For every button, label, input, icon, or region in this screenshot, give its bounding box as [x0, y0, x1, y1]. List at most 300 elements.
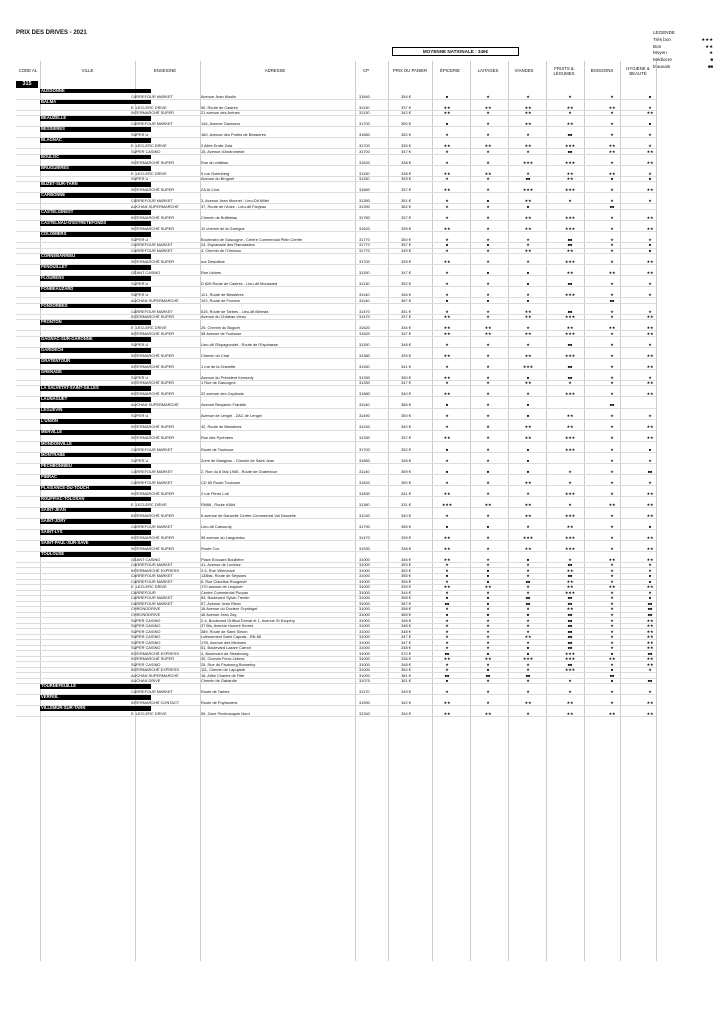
rating-cell: ■ — [445, 611, 449, 617]
store-address: Avenue Jean Moulin — [201, 93, 237, 99]
rating-cell: ★ — [486, 589, 490, 595]
rating-cell: ■■ — [567, 639, 573, 645]
legend-label: Mauvais — [653, 63, 671, 69]
rating-cell: ★ — [445, 198, 449, 204]
rating-cell: ★ — [526, 567, 530, 573]
city-name: AUSSONNE — [40, 89, 151, 94]
rating-cell: ★ — [610, 567, 614, 573]
store-brand: SUPER U — [131, 281, 149, 287]
city-name: GRATENTOUR — [40, 359, 151, 364]
rating-cell: ★★★ — [564, 650, 576, 656]
store-address: Place Edouard Bouillière — [201, 556, 244, 562]
store-brand: INTERMARCHÉ EXPRESS — [131, 567, 179, 573]
rating-cell: ★★ — [443, 711, 451, 717]
basket-price: 350 € — [401, 479, 411, 485]
basket-price: 354 € — [401, 93, 411, 99]
rating-cell: ■ — [648, 247, 652, 253]
postal-code: 31150 — [359, 170, 370, 176]
store-brand: SUPER CASINO — [131, 148, 161, 154]
rating-cell: ★ — [486, 187, 490, 193]
rating-cell: ★ — [610, 110, 614, 116]
rating-cell: ★★ — [608, 270, 616, 276]
rating-cell: ★ — [610, 198, 614, 204]
rating-cell: ★★ — [608, 584, 616, 590]
rating-cell: ■ — [486, 595, 490, 601]
rating-cell: ★★★ — [564, 159, 576, 165]
store-brand: CARREFOUR MARKET — [131, 121, 173, 127]
rating-cell: ★ — [486, 617, 490, 623]
basket-price: 340 € — [401, 424, 411, 430]
rating-cell: ■ — [445, 402, 449, 408]
rating-cell: ★★★ — [564, 391, 576, 397]
rating-cell: ★★ — [443, 352, 451, 358]
city-name: SAINT-LYS — [40, 530, 151, 535]
rating-cell: ★ — [610, 352, 614, 358]
store-brand: CARREFOUR MARKET — [131, 578, 173, 584]
rating-cell: ■ — [486, 468, 490, 474]
rating-cell: ■■ — [567, 562, 573, 568]
rating-cell: ★★ — [566, 584, 574, 590]
rating-cell: ★★ — [608, 170, 616, 176]
city-name: VILLEMUR-SUR-TARN — [40, 706, 151, 711]
rating-cell: ★★ — [484, 584, 492, 590]
rating-cell: ★ — [486, 374, 490, 380]
rating-cell: ★ — [526, 689, 530, 695]
rating-cell: ★ — [610, 634, 614, 640]
postal-code: 31390 — [359, 198, 370, 204]
rating-cell: ■■ — [609, 297, 615, 303]
rating-cell: ★ — [445, 341, 449, 347]
store-address: 51, Boulevard Lazare Carnot — [201, 645, 251, 651]
rating-cell: ★ — [648, 667, 652, 673]
basket-price: 352 € — [401, 281, 411, 287]
rating-cell: ★★★ — [564, 446, 576, 452]
rating-cell: ■ — [486, 573, 490, 579]
rating-cell: ■ — [486, 297, 490, 303]
price-table — [16, 88, 656, 717]
rating-cell: ★ — [486, 314, 490, 320]
store-address: 6 avenue de Dancelle Centre Commercial Val Dancelle — [201, 512, 296, 518]
rating-cell: ★★ — [646, 512, 654, 518]
city-name: COLOMIERS — [40, 232, 151, 237]
rating-cell: ★ — [486, 645, 490, 651]
rating-cell: ★★ — [646, 314, 654, 320]
rating-cell: ★★★ — [564, 435, 576, 441]
rating-cell: ★ — [610, 308, 614, 314]
rating-cell: ★★ — [484, 656, 492, 662]
rating-cell: ★ — [568, 556, 572, 562]
postal-code: 31000 — [359, 661, 370, 667]
store-brand: E. LECLERC DRIVE — [131, 325, 167, 331]
rating-cell: ★★ — [646, 623, 654, 629]
rating-cell: ★ — [568, 93, 572, 99]
rating-cell: ★ — [445, 645, 449, 651]
basket-price: 347 € — [401, 639, 411, 645]
store-address: 4, Chemin de l'Ormeau — [201, 247, 241, 253]
rating-cell: ★ — [486, 446, 490, 452]
basket-price: 336 € — [401, 656, 411, 662]
rating-cell: ★ — [610, 700, 614, 706]
rating-cell: ★★ — [646, 490, 654, 496]
store-address: Chemin du Chat — [201, 352, 230, 358]
postal-code: 31700 — [359, 121, 370, 127]
rating-cell: ★ — [486, 132, 490, 138]
postal-code: 31700 — [359, 446, 370, 452]
basket-price: 339 € — [401, 534, 411, 540]
city-name: GRENADE — [40, 370, 151, 375]
city-name: LAUNAGUET — [40, 397, 151, 402]
store-address: 37, Route de l'Arize - Lieu-dit Fanjeau — [201, 203, 267, 209]
basket-price: 361 € — [401, 678, 411, 684]
rating-cell: ★★ — [646, 187, 654, 193]
city-name: L'UNION — [40, 419, 151, 424]
store-brand: INTERMARCHÉ SUPER — [131, 258, 175, 264]
city-name: PLAISANCE-DU-TOUCH — [40, 486, 151, 491]
rating-cell: ★★ — [646, 424, 654, 430]
postal-code: 31240 — [359, 512, 370, 518]
basket-price: 338 € — [401, 170, 411, 176]
rating-cell: ■ — [486, 578, 490, 584]
postal-code: 31075 — [359, 678, 370, 684]
postal-code: 31000 — [359, 584, 370, 590]
rating-cell: ★ — [568, 678, 572, 684]
basket-price: 342 € — [401, 110, 411, 116]
basket-price: 350 € — [401, 374, 411, 380]
rating-cell: ■■ — [567, 600, 573, 606]
rating-cell: ★ — [610, 247, 614, 253]
store-address: 3-5, Rue Villeneuve — [201, 567, 235, 573]
basket-price: 341 € — [401, 490, 411, 496]
rating-cell: ★ — [648, 132, 652, 138]
postal-code: 31000 — [359, 667, 370, 673]
rating-cell: ★ — [526, 628, 530, 634]
legend-symbol: ★★ — [705, 43, 713, 49]
rating-cell: ★ — [445, 628, 449, 634]
postal-code: 31700 — [359, 143, 370, 149]
rating-cell: ■ — [445, 93, 449, 99]
rating-cell: ■ — [486, 667, 490, 673]
store-brand: SUPER CASINO — [131, 634, 161, 640]
store-address: 16, Allée Charles de Fitte — [201, 672, 245, 678]
rating-cell: ★★ — [524, 314, 532, 320]
rating-cell: ★★ — [443, 656, 451, 662]
store-address: Rue des Pyrénées — [201, 435, 234, 441]
rating-cell: ★★ — [524, 330, 532, 336]
basket-price: 339 € — [401, 584, 411, 590]
store-address: 160, Avenue des Portes de Bessieres — [201, 132, 266, 138]
rating-cell: ★★ — [646, 391, 654, 397]
store-brand: SUPER U — [131, 374, 149, 380]
header-epicerie: ÉPICERIE — [439, 68, 461, 73]
rating-cell: ★ — [486, 380, 490, 386]
rating-cell: ■ — [445, 121, 449, 127]
basket-price: 355 € — [401, 573, 411, 579]
rating-cell: ★ — [648, 457, 652, 463]
rating-cell: ★ — [648, 374, 652, 380]
basket-price: 354 € — [401, 667, 411, 673]
postal-code: 31000 — [359, 600, 370, 606]
rating-cell: ★★ — [608, 501, 616, 507]
postal-code: 31470 — [359, 534, 370, 540]
basket-price: 347 € — [401, 148, 411, 154]
basket-price: 348 € — [401, 457, 411, 463]
rating-cell: ■■ — [647, 678, 653, 684]
rating-cell: ★★ — [566, 121, 574, 127]
rating-cell: ★ — [648, 413, 652, 419]
store-brand: CARREFOUR MARKET — [131, 242, 173, 248]
postal-code: 31340 — [359, 711, 370, 717]
basket-price: 346 € — [401, 292, 411, 298]
store-address: 16 Avenue du Docteur Grynfogel — [201, 606, 258, 612]
postal-code: 31000 — [359, 623, 370, 629]
rating-cell: ■■ — [567, 132, 573, 138]
postal-code: 31000 — [359, 611, 370, 617]
rating-cell: ★ — [445, 148, 449, 154]
store-brand: INTERMARCHÉ SUPER — [131, 435, 175, 441]
store-address: 37 Bis, Avenue Honoré Serres — [201, 623, 254, 629]
postal-code: 31000 — [359, 617, 370, 623]
rating-cell: ■ — [648, 121, 652, 127]
rating-cell: ★ — [445, 159, 449, 165]
rating-cell: ■ — [610, 176, 614, 182]
rating-cell: ■ — [526, 457, 530, 463]
rating-cell: ★ — [526, 391, 530, 397]
store-address: 21 avenue des Arènes — [201, 110, 240, 116]
rating-cell: ★★ — [524, 198, 532, 204]
postal-code: 31140 — [359, 292, 370, 298]
store-brand: CARREFOUR MARKET — [131, 600, 173, 606]
rating-cell: ■■ — [567, 617, 573, 623]
basket-price: 359 € — [401, 468, 411, 474]
store-brand: E. LECLERC DRIVE — [131, 711, 167, 717]
rating-cell: ★★ — [566, 424, 574, 430]
rating-cell: ■■ — [525, 600, 531, 606]
store-address: Lieu-dit l'Espagnoulet - Route de l'Espinasse — [201, 341, 278, 347]
legend-item — [653, 64, 713, 71]
rating-cell: ★ — [486, 225, 490, 231]
city-name: LÉGUEVIN — [40, 408, 151, 413]
rating-cell: ★★ — [566, 104, 574, 110]
store-brand: INTERMARCHÉ SUPER — [131, 363, 175, 369]
rating-cell: ■ — [445, 297, 449, 303]
store-address: 95 avenue du Languedoc — [201, 534, 245, 540]
rating-cell: ★★ — [524, 501, 532, 507]
store-brand: CARREFOUR MARKET — [131, 198, 173, 204]
store-address: 4, Boulevard de Strasbourg — [201, 650, 249, 656]
store-brand: INTERMARCHÉ SUPER — [131, 656, 175, 662]
store-brand: INTERMARCHÉ SUPER — [131, 352, 175, 358]
city-name: PIBRAC — [40, 475, 151, 480]
rating-cell: ★ — [610, 457, 614, 463]
store-address: Avenue de Lengel - ZAC de Lengel — [201, 413, 262, 419]
store-brand: INTERMARCHÉ SUPER — [131, 512, 175, 518]
postal-code: 31590 — [359, 700, 370, 706]
rating-cell: ★ — [526, 562, 530, 568]
postal-code: 31000 — [359, 634, 370, 640]
rating-cell: ★★★ — [564, 143, 576, 149]
header-adresse: ADRESSE — [264, 68, 286, 73]
legend — [653, 30, 713, 71]
store-brand: CARREFOUR MARKET — [131, 446, 173, 452]
city-name: VERFEIL — [40, 695, 151, 700]
store-brand: CARREFOUR MARKET — [131, 689, 173, 695]
postal-code: 31660 — [359, 132, 370, 138]
store-address: 12 chemin de la Garrigue — [201, 225, 245, 231]
basket-price: 337 € — [401, 435, 411, 441]
rating-cell: ★ — [526, 711, 530, 717]
rating-cell: ★ — [610, 159, 614, 165]
rating-cell: ★ — [445, 413, 449, 419]
store-brand: INTERMARCHÉ SUPER — [131, 330, 175, 336]
rating-cell: ★★ — [608, 143, 616, 149]
store-address: 2 rue Pierre Loti — [201, 490, 229, 496]
rating-cell: ★★ — [566, 247, 574, 253]
rating-cell: ★ — [648, 170, 652, 176]
postal-code: 31000 — [359, 650, 370, 656]
store-brand: INTERMARCHÉ SUPER — [131, 214, 175, 220]
basket-price: 370 € — [401, 650, 411, 656]
rating-cell: ★ — [610, 639, 614, 645]
rating-cell: ★★ — [646, 617, 654, 623]
basket-price: 352 € — [401, 132, 411, 138]
rating-cell: ■ — [526, 374, 530, 380]
rating-cell: ★ — [648, 341, 652, 347]
store-brand: SUPER U — [131, 236, 149, 242]
store-address: Rue du château — [201, 159, 229, 165]
store-address: Avenue du Château d'eau — [201, 314, 246, 320]
rating-cell: ★ — [648, 236, 652, 242]
basket-price: 338 € — [401, 159, 411, 165]
rating-cell: ★ — [526, 93, 530, 99]
rating-cell: ★★ — [608, 656, 616, 662]
postal-code: 31620 — [359, 225, 370, 231]
rating-cell: ★★★ — [564, 534, 576, 540]
store-brand: E. LECLERC DRIVE — [131, 104, 167, 110]
store-brand: SUPER CASINO — [131, 617, 161, 623]
postal-code: 31150 — [359, 363, 370, 369]
rating-cell: ★★ — [646, 330, 654, 336]
rating-cell: ★ — [486, 148, 490, 154]
rating-cell: ★★ — [443, 584, 451, 590]
rating-cell: ■ — [648, 595, 652, 601]
rating-cell: ★★ — [646, 380, 654, 386]
rating-cell: ★ — [486, 562, 490, 568]
rating-cell: ★★ — [608, 325, 616, 331]
rating-cell: ★★ — [646, 656, 654, 662]
rating-cell: ★★ — [566, 270, 574, 276]
rating-cell: ★★ — [443, 143, 451, 149]
rating-cell: ■ — [648, 523, 652, 529]
rating-cell: ■■ — [525, 672, 531, 678]
rating-cell: ■ — [610, 678, 614, 684]
rating-cell: ★ — [648, 589, 652, 595]
basket-price: 334 € — [401, 325, 411, 331]
rating-cell: ★★ — [524, 424, 532, 430]
rating-cell: ★ — [486, 203, 490, 209]
rating-cell: ★ — [445, 661, 449, 667]
rating-cell: ★ — [445, 308, 449, 314]
basket-price: 347 € — [401, 380, 411, 386]
rating-cell: ★★ — [524, 143, 532, 149]
postal-code: 31330 — [359, 380, 370, 386]
store-address: Avenue du Président Kennedy — [201, 374, 254, 380]
postal-code: 31000 — [359, 606, 370, 612]
rating-cell: ★ — [610, 490, 614, 496]
header-cp: CP — [363, 68, 369, 73]
header-boissons: BOISSONS — [590, 68, 614, 73]
store-address: 30, Chemin Ferro-Lèbres — [201, 656, 245, 662]
rating-cell: ★★ — [646, 225, 654, 231]
store-address: 6, Rue Claudius Rougenet — [201, 578, 247, 584]
rating-cell: ★ — [610, 187, 614, 193]
store-brand: SUPER U — [131, 413, 149, 419]
store-brand: SUPER U — [131, 292, 149, 298]
postal-code: 31170 — [359, 689, 370, 695]
rating-cell: ★★ — [443, 314, 451, 320]
rating-cell: ★★ — [443, 187, 451, 193]
rating-cell: ■ — [526, 281, 530, 287]
rating-cell: ★★★ — [522, 159, 534, 165]
rating-cell: ■ — [526, 611, 530, 617]
rating-cell: ★ — [526, 258, 530, 264]
rating-cell: ★★ — [443, 556, 451, 562]
rating-cell: ★ — [445, 589, 449, 595]
store-address: 138bis, Route de Seysses — [201, 573, 247, 579]
rating-cell: ★ — [445, 203, 449, 209]
legend-label: Bon — [653, 43, 662, 49]
rating-cell: ■ — [526, 468, 530, 474]
basket-price: 337 € — [401, 104, 411, 110]
rating-cell: ★ — [610, 512, 614, 518]
rating-cell: ★★ — [443, 170, 451, 176]
postal-code: 31130 — [359, 104, 370, 110]
postal-code: 31770 — [359, 247, 370, 253]
basket-price: 339 € — [401, 258, 411, 264]
rating-cell: ★ — [486, 352, 490, 358]
basket-price: 337 € — [401, 330, 411, 336]
rating-cell: ★★ — [566, 170, 574, 176]
rating-cell: ★★ — [566, 176, 574, 182]
rating-cell: ★★★ — [564, 545, 576, 551]
rating-cell: ■ — [486, 567, 490, 573]
store-address: 2, Rue du 8 Mai 1945 - Route de Gratentour — [201, 468, 278, 474]
postal-code: 31620 — [359, 159, 370, 165]
city-name: CARBONNE — [40, 193, 151, 198]
basket-price: 352 € — [401, 446, 411, 452]
city-name: BRUGUIÈRES — [40, 166, 151, 171]
rating-cell: ★ — [568, 501, 572, 507]
legend-item — [653, 37, 713, 44]
rating-cell: ★ — [486, 534, 490, 540]
rating-cell: ★★ — [443, 534, 451, 540]
legend-label: Médiocre — [653, 57, 672, 63]
rating-cell: ★★ — [646, 352, 654, 358]
city-name: CASTELGINEST — [40, 210, 151, 215]
rating-cell: ★ — [610, 258, 614, 264]
store-address: 24, Esplanade des Ramassiers — [201, 242, 255, 248]
rating-cell: ★ — [486, 435, 490, 441]
basket-price: 339 € — [401, 352, 411, 358]
rating-cell: ★ — [610, 611, 614, 617]
rating-cell: ★ — [486, 661, 490, 667]
store-brand: GÉANT CASINO — [131, 556, 161, 562]
store-address: 15, Avenue d'Andromède — [201, 148, 245, 154]
rating-cell: ■■ — [525, 176, 531, 182]
rating-cell: ■■ — [567, 242, 573, 248]
postal-code: 31000 — [359, 589, 370, 595]
city-name: BESSIÈRES — [40, 127, 151, 132]
postal-code: 31150 — [359, 270, 370, 276]
